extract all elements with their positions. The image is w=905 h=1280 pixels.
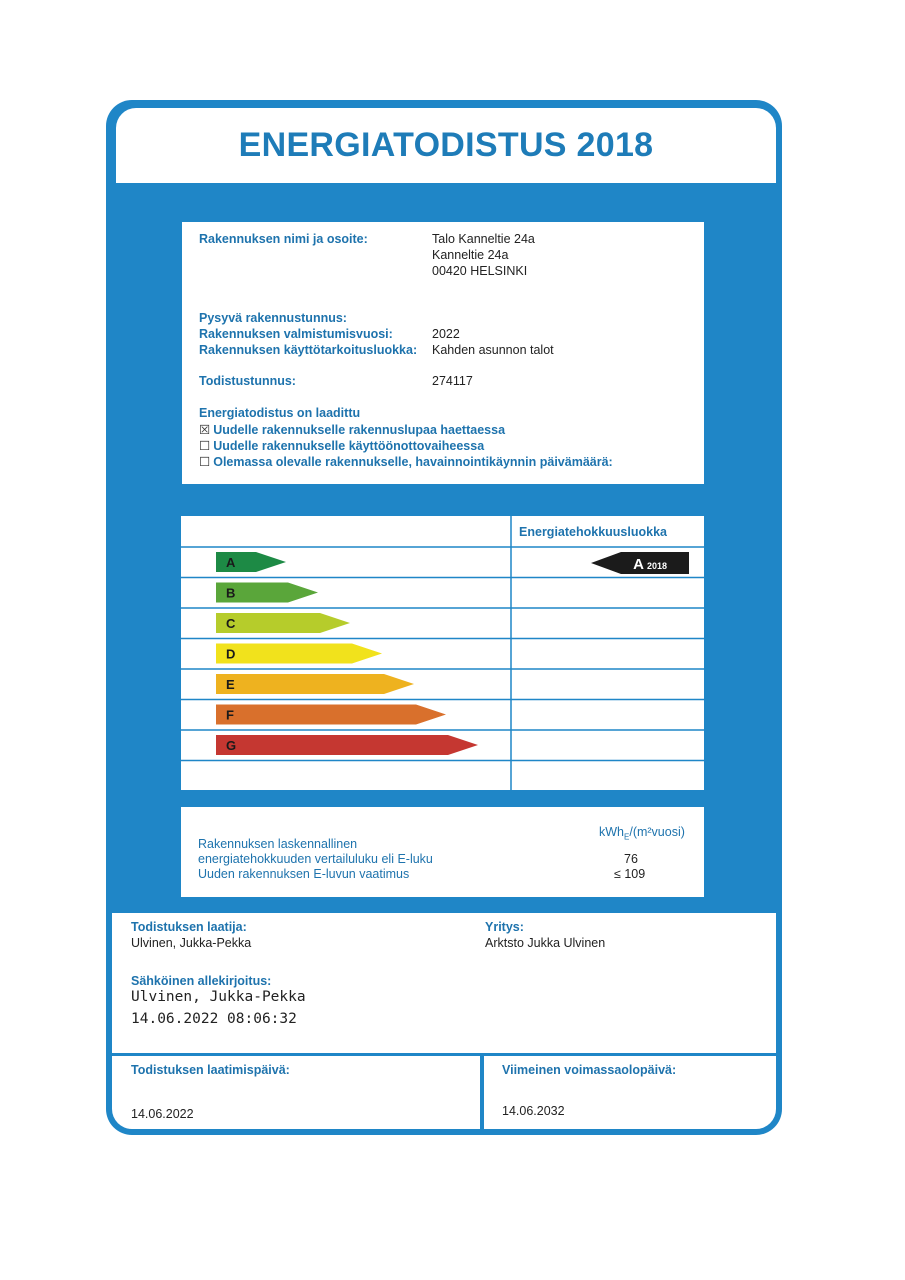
building-name-line-2: Kanneltie 24a xyxy=(432,248,509,262)
energy-class-arrow-d xyxy=(216,644,382,664)
energy-class-arrow-e xyxy=(216,674,414,694)
option-existing-building: ☐ Olemassa olevalle rakennukselle, havainnointikäynnin päivämäärä: xyxy=(199,455,613,469)
made-for-heading: Energiatodistus on laadittu xyxy=(199,406,361,420)
energy-class-arrow-c xyxy=(216,613,350,633)
eluku-line-1: Rakennuksen laskennallinen xyxy=(198,837,358,851)
option-new-building-permit: ☒ Uudelle rakennukselle rakennuslupaa haettaessa xyxy=(199,423,506,437)
eluku-requirement: ≤ 109 xyxy=(614,867,646,881)
energy-class-letter-b: B xyxy=(226,585,236,601)
result-class-year: 2018 xyxy=(647,561,668,571)
eluku-box xyxy=(181,807,704,897)
unchecked-box-icon: ☐ xyxy=(199,439,211,453)
eluku-line-2: energiatehokkuuden vertailuluku eli E-luku xyxy=(198,852,433,866)
unchecked-box-icon: ☐ xyxy=(199,455,211,469)
energy-class-arrow-f xyxy=(216,705,446,725)
energy-class-letter-g: G xyxy=(226,738,237,753)
completion-year-label: Rakennuksen valmistumisvuosi: xyxy=(199,327,393,341)
energy-class-letter-f: F xyxy=(226,707,234,723)
energy-class-letter-a: A xyxy=(226,555,236,570)
valid-until-label: Viimeinen voimassaolopäivä: xyxy=(502,1063,677,1077)
energy-class-column-header: Energiatehokkuusluokka xyxy=(519,525,667,539)
eluku-line-3: Uuden rakennuksen E-luvun vaatimus xyxy=(198,867,410,881)
building-info-box xyxy=(182,222,704,484)
author-box xyxy=(112,913,776,1053)
valid-until-value: 14.06.2032 xyxy=(502,1104,565,1118)
eluku-unit: kWh$_E$/(m²vuosi) xyxy=(599,825,685,842)
created-date-value: 14.06.2022 xyxy=(131,1107,194,1121)
building-name-line-1: Talo Kanneltie 24a xyxy=(432,232,535,246)
completion-year-value: 2022 xyxy=(432,327,460,341)
certificate-title: ENERGIATODISTUS 2018 xyxy=(238,126,654,164)
energy-class-graphic xyxy=(181,516,704,790)
author-name: Ulvinen, Jukka-Pekka xyxy=(131,936,252,950)
valid-date-box xyxy=(484,1056,776,1129)
option-new-building-commissioning: ☐ Uudelle rakennukselle käyttöönottovaiheessa xyxy=(199,439,485,453)
energy-class-letter-c: C xyxy=(226,616,236,631)
energy-class-table xyxy=(181,516,704,790)
created-date-box xyxy=(112,1056,480,1129)
eluku-value: 76 xyxy=(624,852,638,866)
signature-label: Sähköinen allekirjoitus: xyxy=(131,974,272,988)
author-label: Todistuksen laatija: xyxy=(131,920,247,934)
building-name-label: Rakennuksen nimi ja osoite: xyxy=(199,232,368,246)
energy-class-letter-d: D xyxy=(226,646,236,662)
result-class-letter: A xyxy=(633,556,644,573)
certificate-id-value: 274117 xyxy=(432,374,473,388)
created-date-label: Todistuksen laatimispäivä: xyxy=(131,1063,290,1077)
energy-class-arrow-g xyxy=(216,735,478,755)
company-name: Arktsto Jukka Ulvinen xyxy=(485,936,606,950)
signature-timestamp: 14.06.2022 08:06:32 xyxy=(131,1011,297,1027)
usage-class-value: Kahden asunnon talot xyxy=(432,343,554,357)
building-name-line-3: 00420 HELSINKI xyxy=(432,264,528,278)
company-label: Yritys: xyxy=(485,920,524,934)
energy-class-letter-e: E xyxy=(226,677,235,692)
checked-box-icon: ☒ xyxy=(199,423,211,437)
certificate-id-label: Todistustunnus: xyxy=(199,374,296,388)
signature-name: Ulvinen, Jukka-Pekka xyxy=(131,989,306,1005)
permanent-id-label: Pysyvä rakennustunnus: xyxy=(199,311,347,325)
title-box xyxy=(116,108,776,183)
usage-class-label: Rakennuksen käyttötarkoitusluokka: xyxy=(199,343,418,357)
